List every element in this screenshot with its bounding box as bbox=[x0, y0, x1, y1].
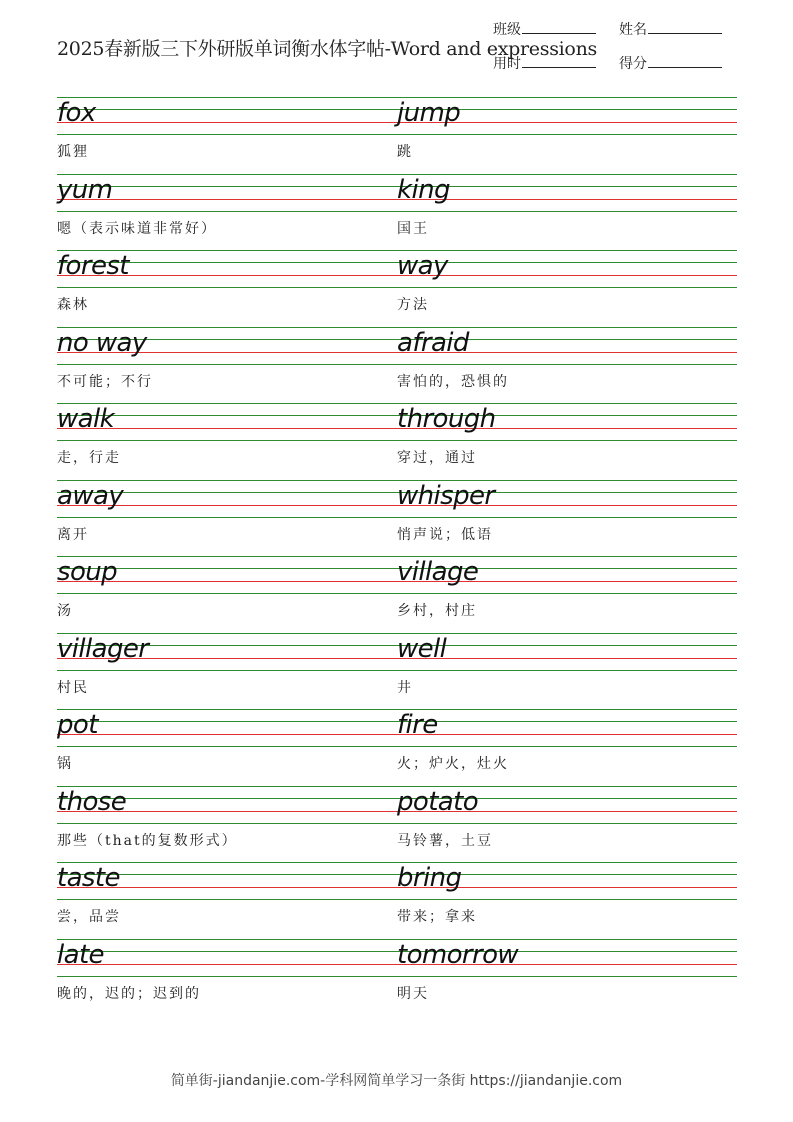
word-entry-left bbox=[57, 862, 397, 938]
word-entry-right bbox=[397, 862, 737, 938]
english-word: those bbox=[57, 786, 127, 817]
word-entry-right bbox=[397, 480, 737, 556]
chinese-meaning: 明天 bbox=[397, 985, 429, 1002]
english-word: through bbox=[397, 404, 496, 434]
english-word: way bbox=[397, 251, 448, 281]
word-entry-right bbox=[397, 709, 737, 785]
english-word: tomorrow bbox=[397, 939, 519, 970]
word-entry-right bbox=[397, 174, 737, 250]
word-row bbox=[57, 786, 737, 863]
class-label: 班级 bbox=[493, 22, 521, 38]
word-entry-right bbox=[397, 403, 737, 479]
word-entry-right bbox=[397, 250, 737, 326]
english-word: no way bbox=[57, 327, 147, 358]
english-word: potato bbox=[397, 786, 479, 817]
time-field[interactable] bbox=[493, 53, 596, 73]
word-row bbox=[57, 633, 737, 710]
chinese-meaning: 乡村，村庄 bbox=[397, 603, 477, 619]
chinese-meaning: 跳 bbox=[397, 144, 413, 160]
word-entry-left bbox=[57, 97, 397, 173]
word-entry-left bbox=[57, 786, 397, 862]
english-word: bring bbox=[397, 863, 462, 893]
score-label: 得分 bbox=[619, 56, 647, 72]
word-entry-left bbox=[57, 174, 397, 250]
footer-text: 简单街-jiandanjie.com-学科网简单学习一条街 https://jiandanjie.com bbox=[170, 1073, 623, 1089]
english-word: village bbox=[397, 557, 479, 587]
english-word: king bbox=[397, 174, 450, 205]
english-word: afraid bbox=[397, 327, 469, 358]
chinese-meaning: 狐狸 bbox=[57, 144, 89, 160]
word-entry-left bbox=[57, 556, 397, 632]
word-entry-right bbox=[397, 97, 737, 173]
word-row bbox=[57, 174, 737, 251]
time-blank[interactable] bbox=[522, 55, 596, 68]
english-word: whisper bbox=[397, 480, 495, 511]
english-word: jump bbox=[397, 98, 461, 128]
word-entry-right bbox=[397, 786, 737, 862]
english-word: yum bbox=[57, 174, 113, 205]
chinese-meaning: 汤 bbox=[57, 603, 73, 619]
chinese-meaning: 那些（that的复数形式） bbox=[57, 832, 238, 849]
word-row bbox=[57, 403, 737, 480]
name-label: 姓名 bbox=[619, 22, 647, 38]
english-word: forest bbox=[57, 251, 129, 281]
word-row bbox=[57, 97, 737, 174]
english-word: away bbox=[57, 480, 124, 511]
word-row bbox=[57, 250, 737, 327]
chinese-meaning: 离开 bbox=[57, 526, 89, 543]
word-entry-left bbox=[57, 480, 397, 556]
chinese-meaning: 国王 bbox=[397, 220, 429, 237]
chinese-meaning: 害怕的，恐惧的 bbox=[397, 373, 509, 390]
class-blank[interactable] bbox=[522, 21, 596, 34]
chinese-meaning: 方法 bbox=[397, 297, 429, 313]
word-row bbox=[57, 709, 737, 786]
english-word: soup bbox=[57, 557, 118, 587]
word-entry-left bbox=[57, 939, 397, 1015]
word-entry-right bbox=[397, 327, 737, 403]
chinese-meaning: 村民 bbox=[57, 679, 89, 696]
chinese-meaning: 井 bbox=[397, 679, 413, 696]
word-row bbox=[57, 556, 737, 633]
time-label: 用时 bbox=[493, 56, 521, 72]
english-word: villager bbox=[57, 633, 149, 664]
chinese-meaning: 马铃薯，土豆 bbox=[397, 832, 493, 849]
chinese-meaning: 走，行走 bbox=[57, 450, 121, 466]
page-title: 2025春新版三下外研版单词衡水体字帖-Word and expressions bbox=[57, 38, 597, 60]
chinese-meaning: 悄声说；低语 bbox=[397, 526, 493, 543]
word-entry-left bbox=[57, 709, 397, 785]
english-word: well bbox=[397, 633, 447, 664]
chinese-meaning: 尝，品尝 bbox=[57, 909, 121, 925]
word-entry-left bbox=[57, 633, 397, 709]
word-row bbox=[57, 480, 737, 557]
score-field[interactable] bbox=[619, 53, 722, 73]
english-word: taste bbox=[57, 863, 120, 893]
chinese-meaning: 锅 bbox=[57, 756, 73, 772]
english-word: fox bbox=[57, 98, 96, 128]
word-row bbox=[57, 862, 737, 939]
word-entry-right bbox=[397, 633, 737, 709]
english-word: walk bbox=[57, 404, 115, 434]
english-word: late bbox=[57, 939, 104, 970]
word-entry-right bbox=[397, 556, 737, 632]
english-word: pot bbox=[57, 710, 98, 740]
score-blank[interactable] bbox=[648, 55, 722, 68]
chinese-meaning: 晚的，迟的；迟到的 bbox=[57, 985, 201, 1002]
chinese-meaning: 穿过，通过 bbox=[397, 450, 477, 466]
chinese-meaning: 火；炉火，灶火 bbox=[397, 756, 509, 772]
chinese-meaning: 森林 bbox=[57, 297, 89, 313]
name-field[interactable] bbox=[619, 19, 722, 39]
worksheet-header bbox=[57, 18, 747, 74]
word-entry-left bbox=[57, 250, 397, 326]
word-entry-left bbox=[57, 403, 397, 479]
name-blank[interactable] bbox=[648, 21, 722, 34]
word-entry-left bbox=[57, 327, 397, 403]
chinese-meaning: 带来；拿来 bbox=[397, 909, 477, 925]
chinese-meaning: 嗯（表示味道非常好） bbox=[57, 220, 217, 237]
word-entry-right bbox=[397, 939, 737, 1015]
word-grid bbox=[57, 97, 737, 1015]
word-row bbox=[57, 939, 737, 1016]
class-field[interactable] bbox=[493, 19, 596, 39]
word-row bbox=[57, 327, 737, 404]
chinese-meaning: 不可能；不行 bbox=[57, 373, 153, 390]
english-word: fire bbox=[397, 710, 438, 740]
